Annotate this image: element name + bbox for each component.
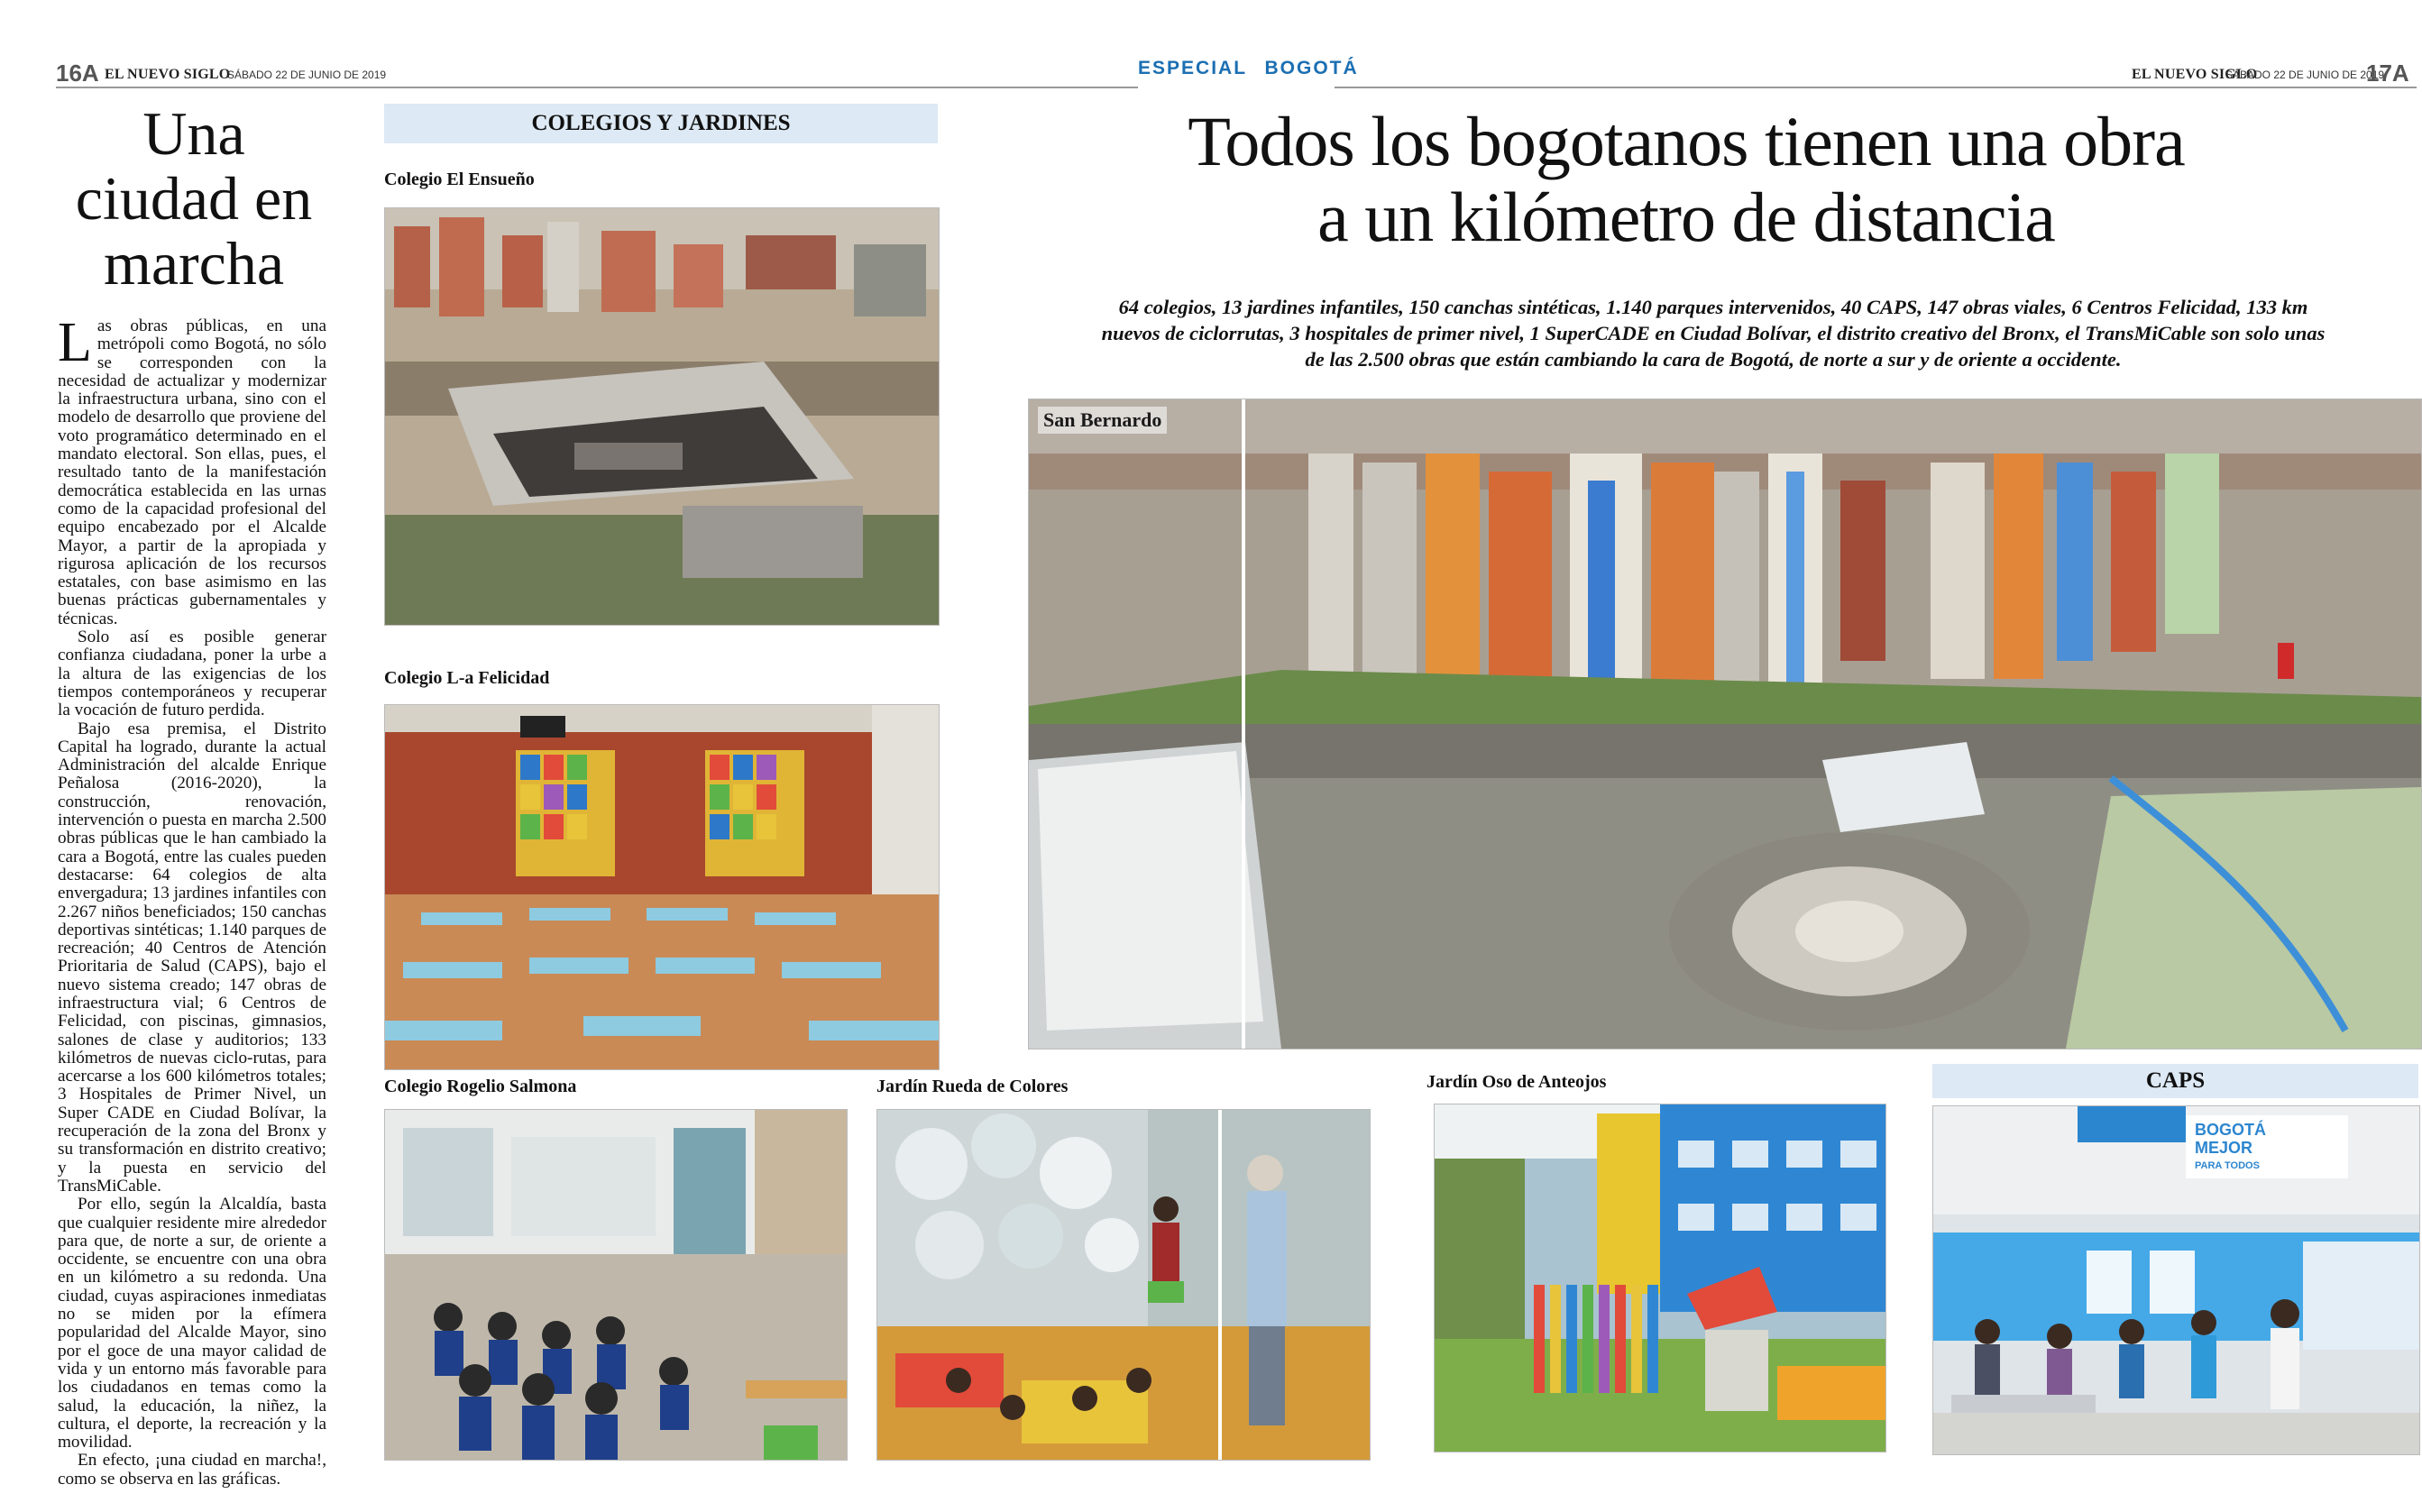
section-tag-bogota: BOGOTÁ (1264, 58, 1359, 78)
deck-line-3: de las 2.500 obras que están cambiando la cara de Bogotá, de norte a sur y de oriente a occidente. (1305, 348, 2122, 371)
deck-line-2: nuevos de ciclorrutas, 3 hospitales de primer nivel, 1 SuperCADE en Ciudad Bolívar, el distrito creativo del Bronx, el TransMiCable son solo unas (1101, 322, 2326, 344)
main-headline (1010, 104, 2362, 255)
photo-jardin-rueda-de-colores (876, 1109, 1371, 1461)
headline-deck (1019, 294, 2408, 372)
section-tag (1138, 58, 1359, 79)
caps-sign-line-1: BOGOTÁ (2195, 1121, 2266, 1139)
caps-sign-line-2: MEJOR (2195, 1139, 2253, 1157)
caption-jardin-rueda-de-colores: Jardín Rueda de Colores (876, 1077, 1069, 1096)
caption-colegio-la-felicidad: Colegio L-a Felicidad (384, 668, 550, 688)
article-kicker (54, 101, 334, 296)
article-dropcap: L (58, 312, 92, 373)
article-paragraph-5: En efecto, ¡una ciudad en marcha!, como se observa en las gráficas. (58, 1451, 326, 1489)
caps-section-title: CAPS (1932, 1064, 2418, 1098)
colegios-section-title: COLEGIOS Y JARDINES (384, 104, 938, 143)
photo-colegio-la-felicidad (384, 704, 940, 1070)
caption-jardin-oso-de-anteojos: Jardín Oso de Anteojos (1427, 1072, 1607, 1092)
left-header-rule (56, 87, 1138, 88)
caps-sign (2195, 1121, 2339, 1175)
right-publication-name: EL NUEVO SIGLO (2132, 67, 2258, 82)
photo-colegio-rogelio-salmona (384, 1109, 848, 1461)
photo-colegio-el-ensueno (384, 207, 940, 626)
caption-colegio-rogelio-salmona: Colegio Rogelio Salmona (384, 1077, 577, 1096)
left-publication-name: EL NUEVO SIGLO (105, 67, 231, 82)
kicker-line-2: ciudad en (75, 164, 313, 233)
right-page-number: 17A (2366, 60, 2409, 87)
photo-caps (1932, 1105, 2420, 1455)
caps-sign-line-3: PARA TODOS (2195, 1160, 2260, 1171)
article-body (58, 312, 327, 1489)
headline-line-1: Todos los bogotanos tienen una obra (1188, 102, 2185, 180)
right-header-rule (1335, 87, 2417, 88)
caption-colegio-el-ensueno: Colegio El Ensueño (384, 170, 535, 189)
article-paragraph-3: Bajo esa premisa, el Distrito Capital ha logrado, durante la actual Administración del alcalde Enrique Peñalosa (2016-2020), la construcción, renovación, intervención o puesta en marcha 2.500 obras públicas que le han cambiado la cara a Bogotá, entre las cuales pueden destacarse: 64 colegios de alta envergadura; 13 jardines infantiles con 2.267 niños beneficiados; 150 canchas deportivas sintéticas; 1.140 parques de recreación; 40 Centros de Atención Prioritaria de Salud (CAPS), bajo el nuevo sistema creado; 147 obras de infraestructura vial; 6 Centros de Felicidad, con piscinas, gimnasios, salones de clase y auditorios; 133 kilómetros de nuevas ciclo-rutas, para acercarse a los 600 kilómetros totales; 3 Hospitales de Primer Nivel, un Super CADE en Ciudad Bolívar, la recuperación de la zona del Bronx y su transformación en distrito creativo; y la puesta en servicio del TransMiCable. (58, 719, 327, 1196)
deck-line-1: 64 colegios, 13 jardines infantiles, 150 canchas sintéticas, 1.140 parques intervenidos, 40 CAPS, 147 obras viales, 6 Centros Felicidad, 133 km (1118, 296, 2308, 318)
article-paragraph-1: Las obras públicas, en una metrópoli como Bogotá, no sólo se corresponden con la necesidad de actualizar y modernizar la infraestructura urbana, sino con el modelo de desarrollo que proviene del voto programático determinado en el mandato electoral. Son ellas, pues, el resultado tanto de la manifestación democrática establecida en las urnas como de la capacidad profesional del equipo encabezado por el Alcalde Mayor, a partir de la apropiada y rigurosa aplicación de los recursos estatales, con base asimismo en las buenas prácticas gubernamentales y técnicas. (58, 312, 326, 628)
photo-san-bernardo (1028, 399, 2422, 1049)
article-paragraph-2: Solo así es posible generar confianza ciudadana, poner la urbe a la altura de las exigencias de los tiempos contemporáneos y recuperar la vocación de futuro perdida. (58, 628, 326, 720)
article-paragraph-4: Por ello, según la Alcaldía, basta que cualquier residente mire alrededor para que, de norte a sur, de oriente a occidente, se encuentre con una obra en un kilómetro a su redonda. Una ciudad, cuyas aspiraciones inmediatas no se miden por la efímera popularidad del Alcalde Mayor, sino por el goce de una mayor calidad de vida y un entorno más favorable para los ciudadanos en temas como la salud, la educación, la niñez, la cultura, el deporte, la recreación y la movilidad. (58, 1195, 326, 1452)
headline-line-2: a un kilómetro de distancia (1317, 178, 2055, 256)
left-page-number: 16A (56, 60, 99, 87)
photo-jardin-oso-de-anteojos (1434, 1104, 1886, 1452)
right-page-date: SÁBADO 22 DE JUNIO DE 2019 (2225, 69, 2385, 81)
kicker-line-3: marcha (103, 229, 285, 298)
photo-label-san-bernardo: San Bernardo (1038, 407, 1167, 434)
kicker-line-1: Una (142, 99, 245, 168)
left-page-date: SÁBADO 22 DE JUNIO DE 2019 (227, 69, 387, 81)
section-tag-especial: ESPECIAL (1138, 58, 1247, 78)
